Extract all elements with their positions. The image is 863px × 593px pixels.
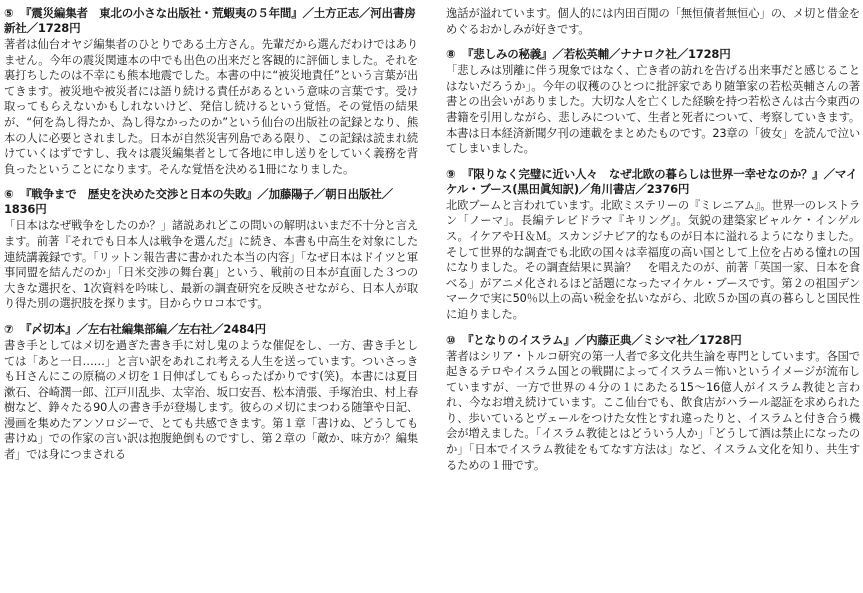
- review-entry-10: [446, 333, 860, 474]
- review-entry-9: [446, 167, 860, 323]
- review-title: 『となりのイスラム』／内藤正典／ミシマ社／1728円: [462, 332, 742, 347]
- review-title: 『震災編集者 東北の小さな出版社・荒蝦夷の５年間』／土方正志／河出書房新社／1728円: [4, 6, 416, 35]
- review-title: 『戦争まで 歴史を決めた交渉と日本の失敗』／加藤陽子／朝日出版社／1836円: [4, 187, 393, 217]
- review-title: 『悲しみの秘義』／若松英輔／ナナロク社／1728円: [462, 47, 731, 62]
- review-body: 北欧ブームと言われています。北欧ミステリーの『ミレニアム』。世界一のレストラン「ノーマ」。長編テレビドラマ『キリング』。気鋭の建築家ビャルケ・インゲルス。イケアやＨ＆Ｍ。スカンジナビア的なものが日本に溢れるようになりました。そして世界的な調査でも北欧の国々は幸福度の高い国として上位を占める憧れの国になりました。その調査結果に異論？ を唱えたのが、前著「英国一家、日本を食べる」がアニメ化されるほど話題になったマイケル・ブースです。第２の祖国デンマークで実に50％以上の高い税金を払いながら、北欧５か国の真の暮らしと国民性に迫りました。: [446, 198, 860, 321]
- review-title: 『限りなく完璧に近い人々 なぜ北欧の暮らしは世界一幸せなのか？』／マイケル・ブース(黒田眞知訳)／角川書店／2376円: [446, 166, 858, 196]
- review-entry-5: [4, 6, 418, 177]
- review-heading: [446, 47, 860, 62]
- review-number: ⑥: [4, 187, 14, 202]
- left-column: [4, 6, 418, 473]
- review-body: 「悲しみは別離に伴う現象ではなく、亡き者の訪れを告げる出来事だと感じることはないだろうか」。今年の収穫のひとつに批評家であり随筆家の若松英輔さんの著書との出会いがありました。大切な人を亡くした経験を持つ若松さんは古今東西の書籍を引用しながら、悲しみについて、生者と死者について、考察していきます。本書は日本経済新聞夕刊の連載をまとめたものです。23章の「彼女」を読んで泣いてしまいました。: [446, 64, 860, 156]
- review-number: ⑨: [446, 166, 456, 181]
- review-heading: [4, 322, 418, 337]
- review-number: ⑩: [446, 332, 456, 347]
- review-heading: [4, 187, 418, 217]
- review-number: ⑤: [4, 6, 14, 20]
- review-entry-8: [446, 47, 860, 157]
- review-entry-7-continued: [446, 6, 860, 37]
- review-body-continued: 逸話が溢れています。個人的には内田百閒の「無恒債者無恒心」の、メ切と借金をめぐるおかしみが好きです。: [446, 7, 860, 36]
- review-title: 『〆切本』／左右社編集部編／左右社／2484円: [20, 321, 266, 336]
- review-body: 著者は仙台オヤジ編集者のひとりである土方さん。先輩だから選んだわけではありません。今年の震災関連本の中でも出色の出来だと客観的に評価しました。それを裏打ちしたのは不幸にも熊本地震でした。本書の中に“被災地責任”という言葉が出てきます。被災地や被災者には語り続ける責任があるという意味の言葉です。受け取ってもらえないかもしれないけど、発信し続けるという覚悟。その覚悟の結果が、“何を為し得たか、為し得なかったのか”という仙台の出版社の記録となり、熊本の人に必要とされました。日本が自然災害列島である限り、この記録は読まれ続けていくはずですし、我々は震災編集者として各地に申し送りをしていく義務を背負ったということになります。そんな覚悟を決める1冊になりました。: [4, 38, 418, 176]
- review-heading: [446, 333, 860, 348]
- right-column: [446, 6, 860, 483]
- review-heading: [446, 167, 860, 197]
- review-body: 著者はシリア・トルコ研究の第一人者で多文化共生論を専門としています。各国で起きるテロやイスラム国との戦闘によってイスラム＝怖いというイメージが流布していますが、一方で世界の４分の１にあたる15〜16億人がイスラム教徒と言われ、今なお増え続けています。ここ仙台でも、飲食店がハラール認証を求められたり、歩いているとヴェールをつけた女性とすれ違ったりと、イスラムと付き合う機会が増えました。「イスラム教徒とはどういう人か」「どうして酒は禁止になったのか」「日本でイスラム教徒をもてなす方法は」など、イスラム文化を知り、共生するための１冊です。: [446, 349, 860, 472]
- review-number: ⑦: [4, 321, 14, 336]
- review-entry-7: [4, 322, 418, 463]
- review-number: ⑧: [446, 47, 456, 62]
- review-body: 書き手としてはメ切を過ぎた書き手に対し鬼のような催促をし、一方、書き手としては「あと一日……」と言い訳をあれこれ考える人生を送っています。ついさっきもＨさんにこの原稿のメ切を１日伸ばしてもらったばかりです(笑)。本書には夏目漱石、谷崎潤一郎、江戸川乱歩、太宰治、坂口安吾、松本清張、手塚治虫、村上春樹など、錚々たる90人の書き手が登場します。彼らのメ切にまつわる随筆や日記、漫画を集めたアンソロジーで、とても共感できます。第１章「書けぬ、どうしても書けぬ」での作家の言い訳は抱腹絶倒ものですし、第２章の「敵か、味方か？編集者」では身につまされる: [4, 338, 418, 462]
- review-body: 「日本はなぜ戦争をしたのか？」諸説あれどこの問いの解明はいまだ不十分と言えます。前著『それでも日本人は戦争を選んだ』に続き、本書も中高生を対象にした連続講義録です。「リットン報告書に書かれた本当の内容」「なぜ日本はドイツと軍事同盟を結んだのか」「日米交渉の舞台裏」という、戦前の日本が直面した３つの大きな選択を、1次資料を吟味し、最新の調査研究を反映させながら、日本人が取り得た別の選択肢を探ります。目からウロコ本です。: [4, 219, 418, 311]
- review-entry-6: [4, 187, 418, 312]
- review-heading: [4, 6, 418, 36]
